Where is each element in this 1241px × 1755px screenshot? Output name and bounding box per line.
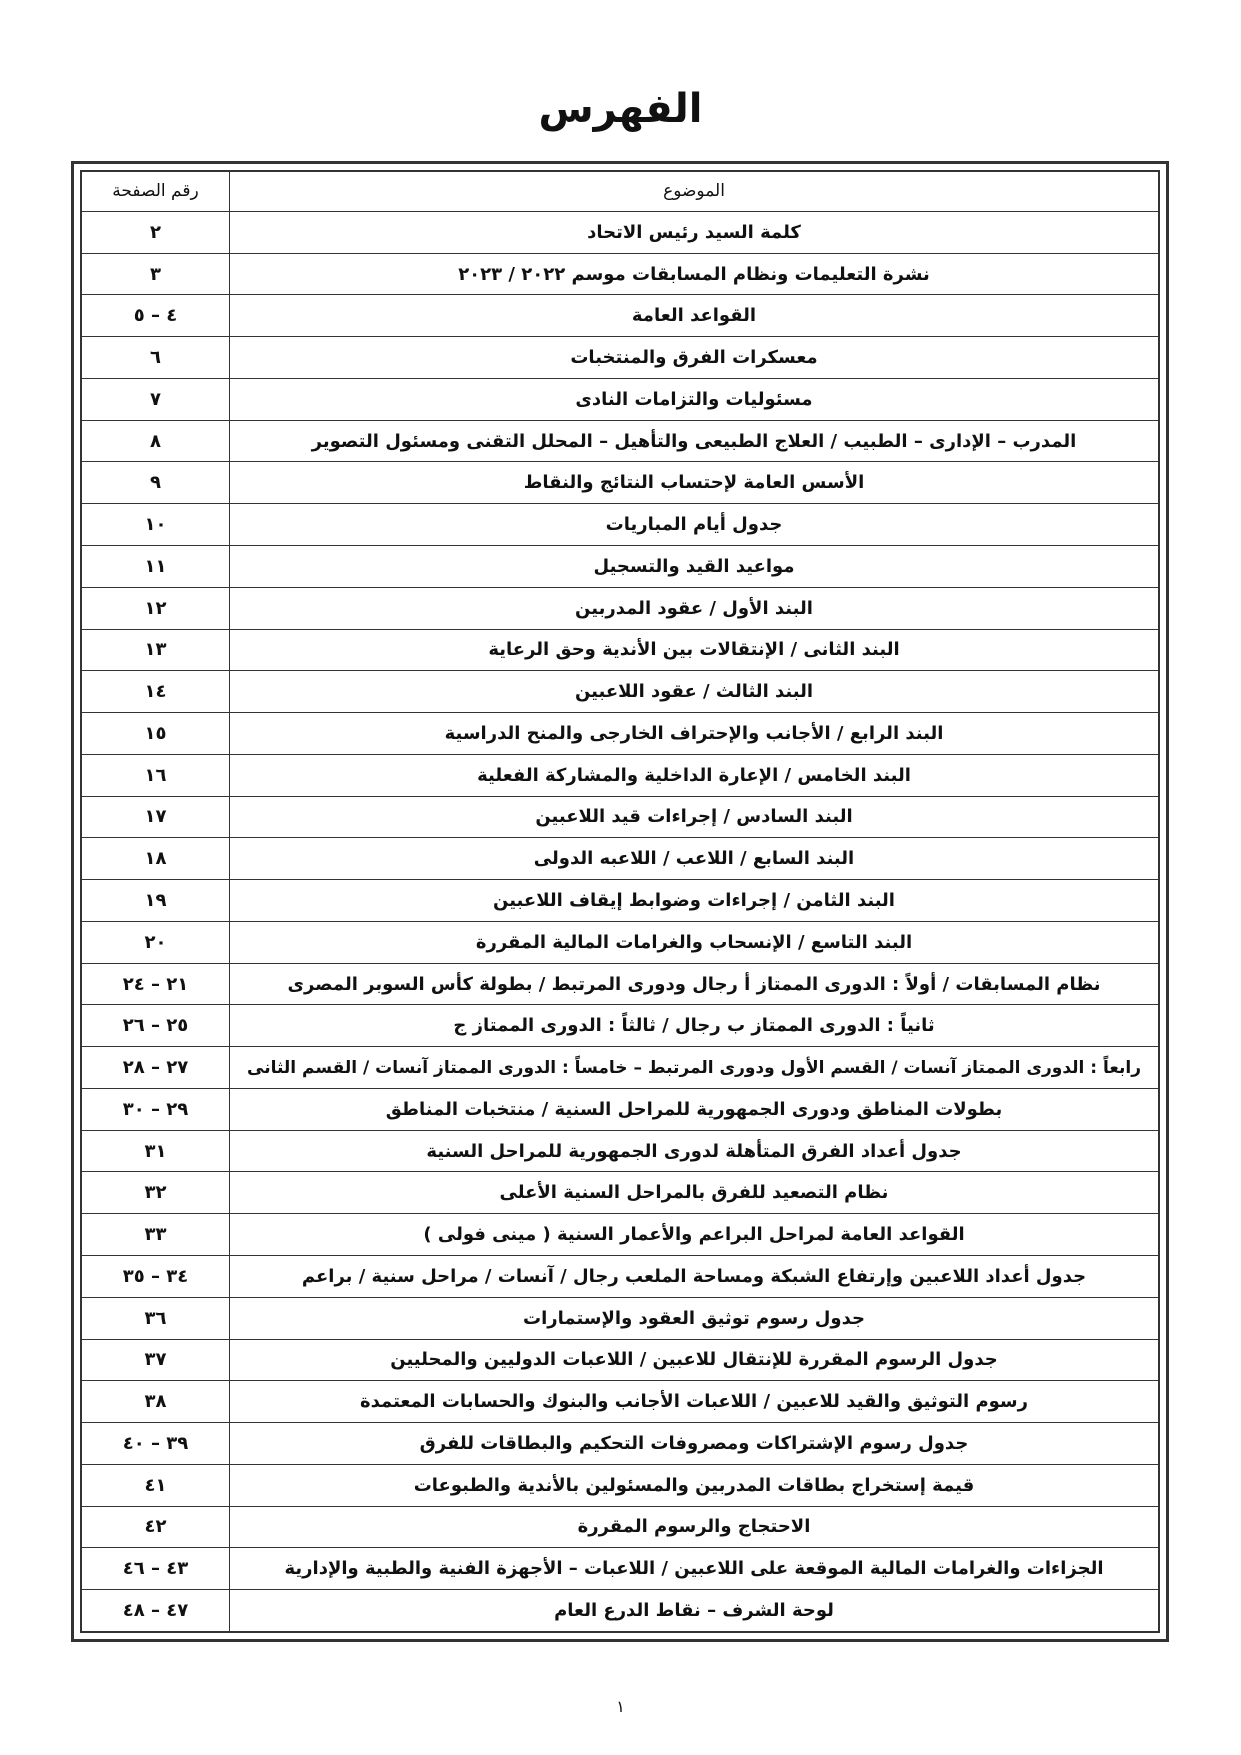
index-table-frame — [71, 161, 1169, 1642]
topic-cell: جدول رسوم الإشتراكات ومصروفات التحكيم والبطاقات للفرق — [230, 1423, 1159, 1465]
page-number-cell: ٣٤ – ٣٥ — [82, 1256, 230, 1298]
page-number-cell: ١٩ — [82, 880, 230, 922]
page-number-cell: ٣٣ — [82, 1214, 230, 1256]
page-number-cell: ٢٥ – ٢٦ — [82, 1005, 230, 1047]
table-row — [82, 504, 1159, 546]
page-number-cell: ٤١ — [82, 1464, 230, 1506]
topic-cell: مسئوليات والتزامات النادى — [230, 378, 1159, 420]
table-row — [82, 1548, 1159, 1590]
topic-cell: بطولات المناطق ودورى الجمهورية للمراحل السنية / منتخبات المناطق — [230, 1088, 1159, 1130]
table-row — [82, 1297, 1159, 1339]
topic-cell: البند الثامن / إجراءات وضوابط إيقاف اللاعبين — [230, 880, 1159, 922]
topic-cell: الأسس العامة لإحتساب النتائج والنقاط — [230, 462, 1159, 504]
table-row — [82, 462, 1159, 504]
table-row — [82, 880, 1159, 922]
page-number-cell: ١٣ — [82, 629, 230, 671]
topic-cell: مواعيد القيد والتسجيل — [230, 545, 1159, 587]
page-number-cell: ٩ — [82, 462, 230, 504]
topic-cell: لوحة الشرف – نقاط الدرع العام — [230, 1590, 1159, 1632]
page-number-cell: ٣٧ — [82, 1339, 230, 1381]
page-number-cell: ١٥ — [82, 713, 230, 755]
topic-cell: البند الخامس / الإعارة الداخلية والمشاركة الفعلية — [230, 754, 1159, 796]
table-row — [82, 1256, 1159, 1298]
page-number-cell: ٣ — [82, 253, 230, 295]
page-column-header: رقم الصفحة — [82, 172, 230, 212]
page-number-cell: ١٨ — [82, 838, 230, 880]
topic-cell: جدول أيام المباريات — [230, 504, 1159, 546]
page-number-cell: ١٢ — [82, 587, 230, 629]
table-row — [82, 587, 1159, 629]
page-number-cell: ٤ – ٥ — [82, 295, 230, 337]
page-number-cell: ٦ — [82, 337, 230, 379]
table-row — [82, 1339, 1159, 1381]
page-number-cell: ٢٩ – ٣٠ — [82, 1088, 230, 1130]
table-row — [82, 1088, 1159, 1130]
table-row — [82, 1047, 1159, 1089]
table-row — [82, 671, 1159, 713]
page-number-cell: ٢٠ — [82, 921, 230, 963]
page-number-cell: ٢ — [82, 211, 230, 253]
topic-cell: المدرب – الإدارى – الطبيب / العلاج الطبيعى والتأهيل – المحلل التقنى ومسئول التصوير — [230, 420, 1159, 462]
table-row — [82, 295, 1159, 337]
page-number-cell: ٤٣ – ٤٦ — [82, 1548, 230, 1590]
page-number-cell: ٨ — [82, 420, 230, 462]
page-number-cell: ٣٢ — [82, 1172, 230, 1214]
table-row — [82, 838, 1159, 880]
topic-cell: البند التاسع / الإنسحاب والغرامات المالية المقررة — [230, 921, 1159, 963]
topic-cell: رابعاً : الدورى الممتاز آنسات / القسم الأول ودورى المرتبط – خامساً : الدورى الممتاز آنسات / القسم الثانى — [230, 1047, 1159, 1089]
table-header-row — [82, 172, 1159, 212]
index-table-inner-border — [80, 170, 1160, 1633]
table-row — [82, 1381, 1159, 1423]
topic-cell: البند الثالث / عقود اللاعبين — [230, 671, 1159, 713]
topic-cell: الجزاءات والغرامات المالية الموقعة على اللاعبين / اللاعبات – الأجهزة الفنية والطبية والإدارية — [230, 1548, 1159, 1590]
table-row — [82, 1130, 1159, 1172]
topic-cell: القواعد العامة لمراحل البراعم والأعمار السنية ( مينى فولى ) — [230, 1214, 1159, 1256]
page-number-cell: ٢١ – ٢٤ — [82, 963, 230, 1005]
topic-cell: الاحتجاج والرسوم المقررة — [230, 1506, 1159, 1548]
table-row — [82, 1214, 1159, 1256]
page-number-cell: ١١ — [82, 545, 230, 587]
table-row — [82, 629, 1159, 671]
topic-cell: البند الرابع / الأجانب والإحتراف الخارجى والمنح الدراسية — [230, 713, 1159, 755]
topic-cell: البند السادس / إجراءات قيد اللاعبين — [230, 796, 1159, 838]
table-row — [82, 1005, 1159, 1047]
topic-cell: معسكرات الفرق والمنتخبات — [230, 337, 1159, 379]
table-row — [82, 253, 1159, 295]
table-row — [82, 796, 1159, 838]
page-title: الفهرس — [538, 86, 703, 132]
topic-cell: البند الثانى / الإنتقالات بين الأندية وحق الرعاية — [230, 629, 1159, 671]
topic-cell: البند السابع / اللاعب / اللاعبه الدولى — [230, 838, 1159, 880]
topic-cell: نشرة التعليمات ونظام المسابقات موسم ٢٠٢٢ / ٢٠٢٣ — [230, 253, 1159, 295]
page-number-cell: ٣١ — [82, 1130, 230, 1172]
table-row — [82, 921, 1159, 963]
topic-cell: جدول أعداد الفرق المتأهلة لدورى الجمهورية للمراحل السنية — [230, 1130, 1159, 1172]
table-row — [82, 378, 1159, 420]
table-row — [82, 1423, 1159, 1465]
table-row — [82, 1590, 1159, 1632]
table-row — [82, 337, 1159, 379]
topic-cell: جدول الرسوم المقررة للإنتقال للاعبين / اللاعبات الدوليين والمحليين — [230, 1339, 1159, 1381]
page-number-cell: ٣٦ — [82, 1297, 230, 1339]
table-row — [82, 420, 1159, 462]
page-number-cell: ٣٨ — [82, 1381, 230, 1423]
table-row — [82, 1506, 1159, 1548]
table-row — [82, 1464, 1159, 1506]
topic-cell: البند الأول / عقود المدربين — [230, 587, 1159, 629]
topic-cell: رسوم التوثيق والقيد للاعبين / اللاعبات الأجانب والبنوك والحسابات المعتمدة — [230, 1381, 1159, 1423]
index-table-body — [82, 172, 1159, 1632]
topic-cell: جدول رسوم توثيق العقود والإستمارات — [230, 1297, 1159, 1339]
topic-column-header: الموضوع — [230, 172, 1159, 212]
page-number-cell: ١٧ — [82, 796, 230, 838]
topic-cell: نظام التصعيد للفرق بالمراحل السنية الأعلى — [230, 1172, 1159, 1214]
table-row — [82, 754, 1159, 796]
table-row — [82, 545, 1159, 587]
topic-cell: قيمة إستخراج بطاقات المدربين والمسئولين بالأندية والطبوعات — [230, 1464, 1159, 1506]
page-number-cell: ٣٩ – ٤٠ — [82, 1423, 230, 1465]
page-number-cell: ٢٧ – ٢٨ — [82, 1047, 230, 1089]
topic-cell: كلمة السيد رئيس الاتحاد — [230, 211, 1159, 253]
page-number-cell: ٤٢ — [82, 1506, 230, 1548]
index-table — [81, 171, 1159, 1632]
page-number-cell: ٤٧ – ٤٨ — [82, 1590, 230, 1632]
topic-cell: نظام المسابقات / أولاً : الدورى الممتاز أ رجال ودورى المرتبط / بطولة كأس السوبر المصرى — [230, 963, 1159, 1005]
table-row — [82, 211, 1159, 253]
page-number-cell: ١٤ — [82, 671, 230, 713]
topic-cell: جدول أعداد اللاعبين وإرتفاع الشبكة ومساحة الملعب رجال / آنسات / مراحل سنية / براعم — [230, 1256, 1159, 1298]
page-number-cell: ٧ — [82, 378, 230, 420]
topic-cell: القواعد العامة — [230, 295, 1159, 337]
page-number-cell: ١٦ — [82, 754, 230, 796]
page-number-cell: ١٠ — [82, 504, 230, 546]
table-row — [82, 713, 1159, 755]
table-row — [82, 963, 1159, 1005]
page-number: ١ — [616, 1697, 625, 1716]
table-row — [82, 1172, 1159, 1214]
topic-cell: ثانياً : الدورى الممتاز ب رجال / ثالثاً : الدورى الممتاز ج — [230, 1005, 1159, 1047]
